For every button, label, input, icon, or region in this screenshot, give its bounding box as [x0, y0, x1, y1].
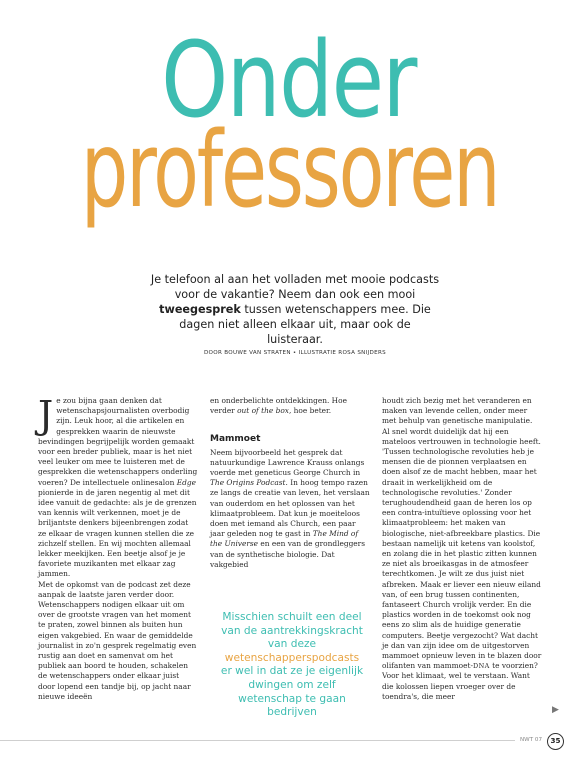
- subhead-mammoet: Mammoet: [210, 434, 261, 445]
- column2-p1-end: , hoe beter.: [288, 406, 332, 416]
- intro-bold-word: tweegesprek: [159, 303, 241, 316]
- intro-text-part1: Je telefoon al aan het volladen met mooie podcasts voor de vakantie? Neem dan ook een mooi: [150, 273, 440, 301]
- column3-paragraph-1: [382, 396, 542, 702]
- column2-p2-italic-1: The Origins Podcast: [210, 478, 286, 488]
- pullquote-part1: Misschien schuilt een deel van de aantrekkingskracht van deze: [221, 611, 363, 651]
- pullquote-part2: er wel in dat ze je eigenlijk dwingen om zelf wetenschap te gaan bedrijven: [220, 665, 364, 719]
- column1-p1-end: pionierde in de jaren negentig al met dit idee vanuit de gedachte: als je de grenzen van kennis wilt verkennen, moet je de briljantste denkers bijeenbrengen zodat ze elkaar de vragen kunnen stellen die ze zichzelf stellen. En wij mochten allemaal lekker meekijken. Een beetje alsof je je favoriete muzikanten met elkaar zag jammen.: [38, 487, 197, 579]
- drop-cap: J: [38, 393, 54, 437]
- column2-p2-italic-2: The Mind of the Universe: [210, 529, 359, 549]
- byline: DOOR BOUWE VAN STRATEN • ILLUSTRATIE ROSA SNIJDERS: [203, 350, 387, 356]
- intro-text-part2: tussen wetenschappers mee. Die dagen niet alleen elkaar uit, maar ook de luisteraar.: [179, 303, 431, 346]
- column3-smallcaps-dna: DNA: [472, 662, 490, 671]
- column2-paragraph-2: [210, 448, 370, 570]
- column1-p1-text: e zou bijna gaan denken dat wetenschapsjournalisten overbodig zijn. Leuk hoor, al die artikelen en gesprekken waarin de nieuwste bevindingen begrijpelijk worden gemaakt voor een breder publiek, maar is het niet veel leuker om mee te luisteren met de gesprekken die wetenschappers onderling voeren? De intellectuele onlinesalon: [38, 396, 198, 487]
- title-line-professoren: professoren: [80, 109, 499, 231]
- column1-paragraph-1: [38, 393, 198, 580]
- continue-arrow-icon: ▶: [552, 705, 559, 715]
- column1-p1-italic: Edge: [176, 477, 196, 487]
- article-column-2: [210, 396, 370, 570]
- pull-quote: [218, 611, 366, 720]
- title-line-onder: Onder: [161, 19, 416, 141]
- column2-p2-end: en een van de grondleggers van de synthetische biologie. Dat vakgebied: [210, 539, 365, 569]
- page-number-badge: 35: [547, 733, 564, 750]
- column2-p2-start: Neem bijvoorbeeld het gesprek dat natuurkundige Lawrence Krauss onlangs voerde met geneticus George Church in: [210, 447, 365, 478]
- pullquote-highlight: wetenschapperspodcasts: [224, 651, 360, 664]
- footer-divider: [0, 740, 515, 741]
- footer-magazine-label: NWT 07: [520, 737, 543, 743]
- column2-p1-italic: out of the box: [237, 406, 289, 416]
- column3-p1-start: houdt zich bezig met het veranderen en maken van levende cellen, onder meer met behulp van genetische manipulatie. Al snel wordt duidelijk dat hij een mateloos vertrouwen in technologie heeft. 'Tussen technologische revoluties heb je mensen die de pionnen verplaatsen en doen alsof ze de macht hebben, maar het draait in werkelijkheid om de technologische revoluties.' Zonder terughoudendheid gaan de heren los op een contra-intuïtieve oplossing voor het klimaatprobleem: het maken van biologische, niet-afbreekbare plastics. Die bestaan namelijk uit ketens van koolstof, en zolang die in het plastic zitten kunnen ze niet als broeikasgas in de atmosfeer terechtkomen. Je wilt ze dus juist niet afbreken. Maak er liever een nieuw eiland van, of een brug tussen continenten, fantaseert Church vrolijk verder. En die plastics worden in de toekomst ook nog eens zo slim als de huidige generatie computers. Beetje vergezocht? Wat dacht je dan van zijn idee om de uitgestorven mammoet opnieuw leven in te blazen door olifanten van mammoet-: [382, 396, 542, 671]
- article-column-1: [38, 393, 198, 702]
- column2-paragraph-1: [210, 396, 370, 416]
- intro-paragraph: [150, 272, 440, 347]
- column3-p1-end: te voorzien? Voor het klimaat, wel te verstaan. Want die kolossen liepen vroeger over de toendra's, die meer: [382, 661, 538, 701]
- column1-paragraph-2: Met de opkomst van de podcast zet deze aanpak de laatste jaren verder door. Wetenschappers nodigen elkaar uit om over de grootste vragen van het moment te praten, zowel binnen als buiten hun eigen vakgebied. En waar de gemiddelde journalist in zo'n gesprek regelmatig even rustig aan doet en samenvat om het publiek aan boord te houden, schakelen de wetenschappers onder elkaar juist door lopend een tandje bij, op jacht naar nieuwe ideeën: [38, 579, 197, 701]
- column2-p1-start: en onderbelichte ontdekkingen. Hoe verder: [210, 396, 347, 416]
- column2-p2-mid: . In hoog tempo razen ze langs de creatie van leven, het verslaan van ouderdom en het oplossen van het klimaatprobleem. Dat kun je moeiteloos doen met iemand als Church, een paar jaar geleden nog te gast in: [210, 478, 370, 539]
- article-column-3: [382, 396, 542, 702]
